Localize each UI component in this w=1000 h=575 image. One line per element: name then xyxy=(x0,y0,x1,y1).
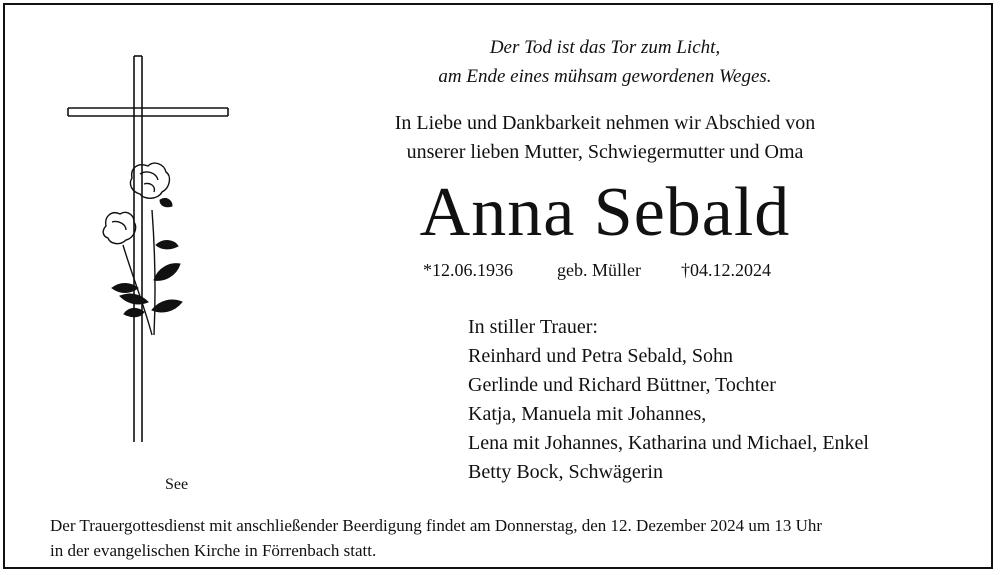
intro-line-2: unserer lieben Mutter, Schwiegermutter und Oma xyxy=(406,141,804,163)
maiden-name: geb. Müller xyxy=(557,260,641,280)
deceased-name: Anna Sebald xyxy=(419,174,791,251)
mourners-heading: In stiller Trauer: xyxy=(468,316,598,338)
birth-date: *12.06.1936 xyxy=(423,260,513,280)
death-date: †04.12.2024 xyxy=(681,260,771,280)
motto-line-1: Der Tod ist das Tor zum Licht, xyxy=(489,37,721,58)
service-line-1: Der Trauergottesdienst mit anschließender Beerdigung findet am Donnerstag, den 12. Dezember 2024 um 13 Uhr xyxy=(50,516,823,535)
intro-line-1: In Liebe und Dankbarkeit nehmen wir Abschied von xyxy=(394,112,816,134)
mourner-line: Gerlinde und Richard Büttner, Tochter xyxy=(468,374,776,396)
life-dates xyxy=(5,258,1000,282)
mourners-list xyxy=(468,313,869,487)
motto xyxy=(305,33,905,91)
intro-text xyxy=(305,109,905,167)
cross-with-rose-icon xyxy=(60,50,240,450)
service-info xyxy=(50,513,970,563)
mourner-line: Betty Bock, Schwägerin xyxy=(468,461,663,483)
mourner-line: Lena mit Johannes, Katharina und Michael, Enkel xyxy=(468,432,869,454)
motto-line-2: am Ende eines mühsam gewordenen Weges. xyxy=(438,66,772,87)
place-name: See xyxy=(165,476,189,493)
mourner-line: Reinhard und Petra Sebald, Sohn xyxy=(468,345,733,367)
service-line-2: in der evangelischen Kirche in Förrenbach statt. xyxy=(50,541,377,560)
mourner-line: Katja, Manuela mit Johannes, xyxy=(468,403,707,425)
obituary-notice xyxy=(3,3,993,569)
